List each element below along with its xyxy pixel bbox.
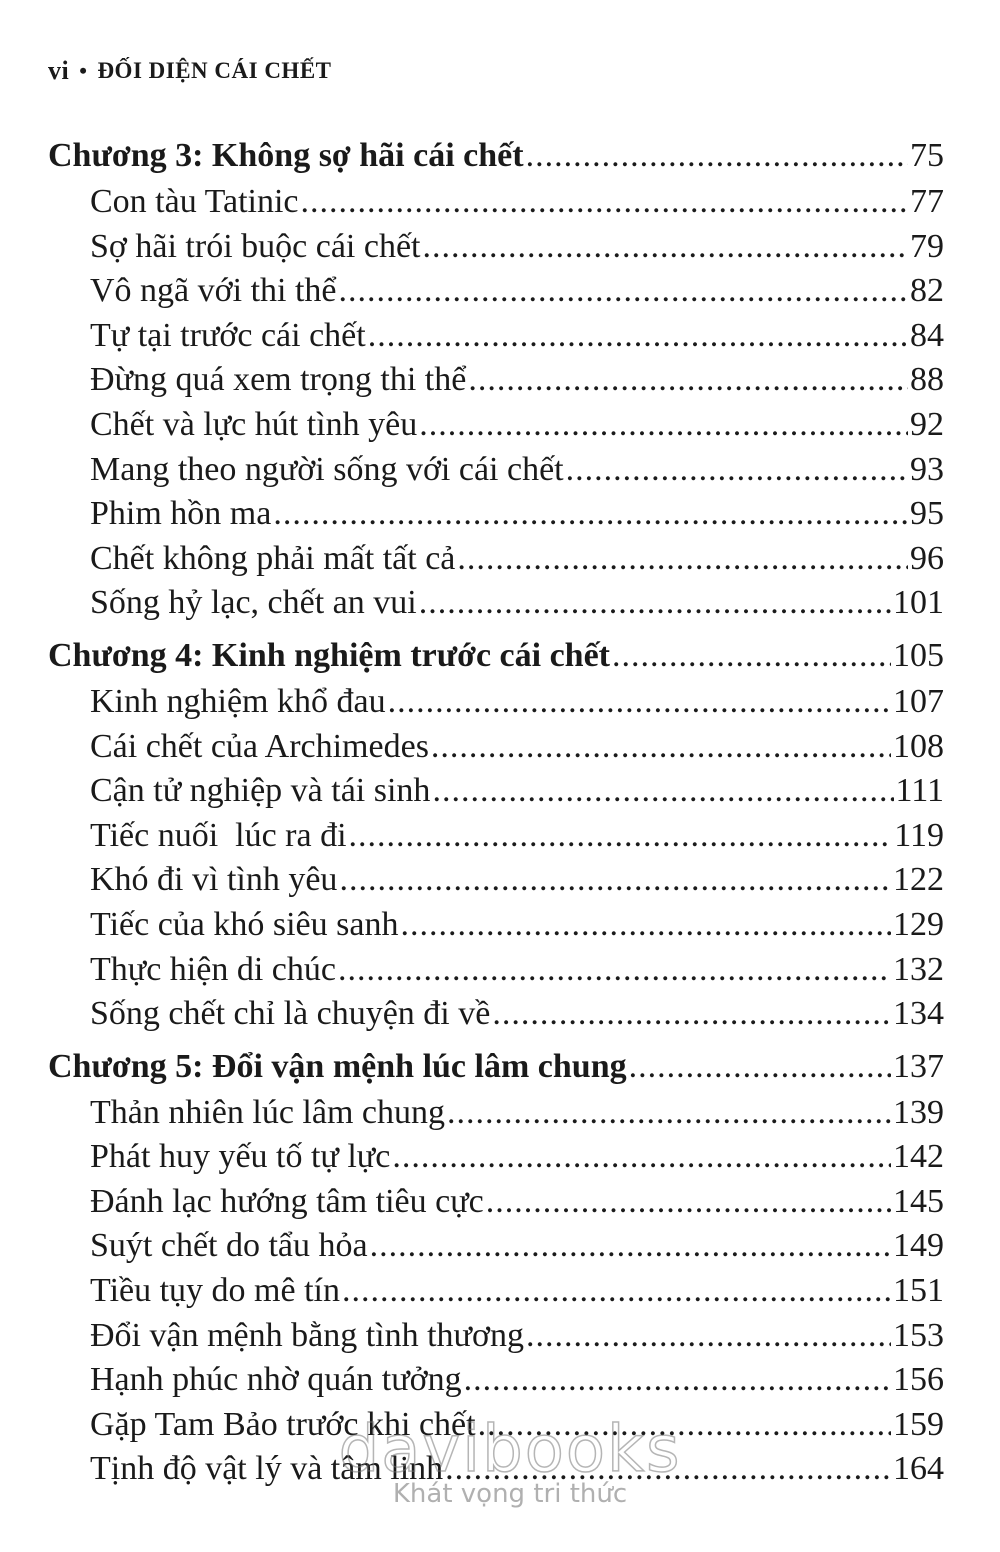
toc-entry[interactable] — [48, 728, 944, 773]
toc-entry-title: Sống chết chỉ là chuyện đi về — [90, 995, 491, 1033]
dot-leader — [368, 317, 908, 355]
dot-leader — [447, 1094, 891, 1132]
toc-entry-page: 82 — [910, 272, 944, 310]
dot-leader — [566, 451, 908, 489]
toc-entry-title: Gặp Tam Bảo trước khi chết — [90, 1405, 476, 1443]
dot-leader — [464, 1361, 891, 1399]
toc-entry-page: 149 — [893, 1227, 944, 1265]
toc-entry-title: Đánh lạc hướng tâm tiêu cực — [90, 1182, 484, 1220]
toc-entry[interactable] — [48, 451, 944, 496]
toc-entry-title: Tự tại trước cái chết — [90, 316, 366, 354]
toc-entry-page: 142 — [893, 1138, 944, 1176]
dot-leader — [432, 772, 893, 810]
toc-entry-page: 77 — [910, 183, 944, 220]
dot-leader — [400, 906, 891, 944]
toc-entry-page: 164 — [893, 1450, 944, 1488]
toc-entry-title: Cận tử nghiệp và tái sinh — [90, 772, 431, 810]
toc-entry-page: 93 — [910, 450, 944, 488]
dot-leader — [392, 1138, 891, 1176]
dot-leader — [419, 584, 891, 622]
toc-entry[interactable] — [48, 540, 944, 585]
toc-entry-title: Phim hồn ma — [90, 495, 272, 533]
toc-entry-title: Tiếc nuối lúc ra đi — [90, 816, 347, 854]
table-of-contents — [48, 137, 944, 1503]
toc-entry-title: Thản nhiên lúc lâm chung — [90, 1093, 446, 1131]
toc-entry-title: Con tàu Tatinic — [90, 183, 299, 220]
toc-entry[interactable] — [48, 1272, 944, 1317]
toc-entry-page: 134 — [893, 995, 944, 1033]
toc-entry-page: 95 — [910, 495, 944, 533]
toc-entry-page: 139 — [893, 1093, 944, 1131]
toc-entry-page: 122 — [893, 861, 944, 899]
dot-leader — [370, 1227, 891, 1265]
chapter-heading[interactable] — [48, 137, 944, 183]
toc-entry-title: Khó đi vì tình yêu — [90, 861, 338, 899]
toc-entry[interactable] — [48, 272, 944, 317]
toc-entry[interactable] — [48, 683, 944, 728]
toc-entry-page: 111 — [895, 772, 944, 810]
toc-entry[interactable] — [48, 951, 944, 996]
dot-leader — [339, 861, 891, 899]
toc-entry[interactable] — [48, 1450, 944, 1495]
toc-entry-page: 156 — [893, 1361, 944, 1399]
toc-entry-page: 79 — [910, 227, 944, 265]
dot-leader — [468, 361, 908, 399]
toc-entry-title: Suýt chết do tẩu hỏa — [90, 1227, 368, 1265]
toc-entry[interactable] — [48, 817, 944, 862]
chapter-heading[interactable] — [48, 1048, 944, 1094]
dot-leader — [419, 406, 908, 444]
dot-leader — [339, 272, 909, 310]
dot-leader — [486, 1183, 891, 1221]
toc-entry[interactable] — [48, 361, 944, 406]
chapter-3-section — [48, 137, 944, 629]
toc-entry[interactable] — [48, 495, 944, 540]
toc-entry-page: 119 — [894, 816, 944, 854]
toc-entry-page: 153 — [893, 1316, 944, 1354]
toc-entry[interactable] — [48, 1406, 944, 1451]
dot-leader — [338, 951, 891, 989]
toc-entry-title: Tiều tụy do mê tín — [90, 1272, 340, 1310]
dot-leader — [273, 495, 908, 533]
toc-entry-title: Chết và lực hút tình yêu — [90, 405, 418, 443]
toc-entry[interactable] — [48, 1138, 944, 1183]
toc-entry-title: Phát huy yếu tố tự lực — [90, 1138, 391, 1176]
toc-entry-page: 132 — [893, 950, 944, 988]
toc-entry-page: 107 — [893, 682, 944, 720]
chapter-page: 137 — [893, 1047, 944, 1085]
dot-leader — [342, 1272, 891, 1310]
toc-entry[interactable] — [48, 1361, 944, 1406]
toc-entry-title: Tiếc của khó siêu sanh — [90, 905, 399, 943]
dot-leader — [526, 1317, 891, 1355]
dot-leader — [423, 228, 909, 266]
toc-entry-title: Kinh nghiệm khổ đau — [90, 682, 386, 720]
toc-entry-title: Đừng quá xem trọng thi thể — [90, 361, 467, 399]
chapter-title: Chương 3: Không sợ hãi cái chết — [48, 137, 524, 174]
watermark-brand: davibooks — [338, 1413, 682, 1487]
toc-entry-title: Chết không phải mất tất cả — [90, 539, 456, 577]
toc-entry[interactable] — [48, 772, 944, 817]
header-bullet: • — [79, 58, 88, 83]
toc-entry-page: 159 — [893, 1405, 944, 1443]
toc-entry-title: Đổi vận mệnh bằng tình thương — [90, 1316, 524, 1354]
toc-entry-page: 96 — [910, 539, 944, 577]
watermark-slogan: Khát vọng tri thức — [392, 1479, 628, 1509]
dot-leader — [301, 183, 908, 221]
dot-leader — [388, 683, 891, 721]
toc-entry[interactable] — [48, 906, 944, 951]
toc-entry-page: 108 — [893, 727, 944, 765]
dot-leader — [526, 137, 908, 175]
toc-entry[interactable] — [48, 861, 944, 906]
dot-leader — [612, 637, 891, 675]
toc-entry[interactable] — [48, 183, 944, 228]
toc-entry[interactable] — [48, 1094, 944, 1139]
toc-entry[interactable] — [48, 406, 944, 451]
dot-leader — [478, 1406, 891, 1444]
header-book-title: ĐỐI DIỆN CÁI CHẾT — [97, 58, 332, 83]
toc-entry[interactable] — [48, 317, 944, 362]
toc-entry-page: 88 — [910, 361, 944, 399]
toc-entry[interactable] — [48, 228, 944, 273]
toc-entry-page: 145 — [893, 1182, 944, 1220]
toc-entry-page: 151 — [893, 1272, 944, 1310]
toc-entry-title: Sống hỷ lạc, chết an vui — [90, 584, 417, 622]
chapter-title: Chương 5: Đổi vận mệnh lúc lâm chung — [48, 1047, 627, 1085]
chapter-5-section — [48, 1048, 944, 1495]
toc-entry-title: Cái chết của Archimedes — [90, 727, 429, 765]
toc-entry-page: 92 — [910, 405, 944, 443]
chapter-page: 75 — [910, 137, 944, 174]
header-page-number: vi — [48, 56, 70, 85]
toc-entry-title: Sợ hãi trói buộc cái chết — [90, 227, 421, 265]
dot-leader — [492, 995, 891, 1033]
chapter-title: Chương 4: Kinh nghiệm trước cái chết — [48, 636, 610, 674]
chapter-4-section — [48, 637, 944, 1040]
toc-entry-title: Thực hiện di chúc — [90, 950, 336, 988]
toc-entry[interactable] — [48, 1183, 944, 1228]
toc-entry-title: Tịnh độ vật lý và tâm linh — [90, 1450, 444, 1488]
toc-entry-page: 101 — [893, 584, 944, 622]
dot-leader — [349, 817, 893, 855]
toc-entry[interactable] — [48, 1227, 944, 1272]
dot-leader — [445, 1450, 891, 1488]
toc-entry-title: Hạnh phúc nhờ quán tưởng — [90, 1361, 462, 1399]
toc-entry-title: Vô ngã với thi thể — [90, 272, 337, 310]
toc-entry-page: 129 — [893, 905, 944, 943]
chapter-page: 105 — [893, 636, 944, 674]
dot-leader — [431, 728, 891, 766]
toc-entry-title: Mang theo người sống với cái chết — [90, 450, 564, 488]
running-header — [48, 56, 332, 86]
dot-leader — [629, 1048, 891, 1086]
toc-entry[interactable] — [48, 1317, 944, 1362]
toc-entry-page: 84 — [910, 316, 944, 354]
chapter-heading[interactable] — [48, 637, 944, 683]
dot-leader — [457, 540, 908, 578]
toc-entry[interactable] — [48, 995, 944, 1040]
toc-entry[interactable] — [48, 584, 944, 629]
